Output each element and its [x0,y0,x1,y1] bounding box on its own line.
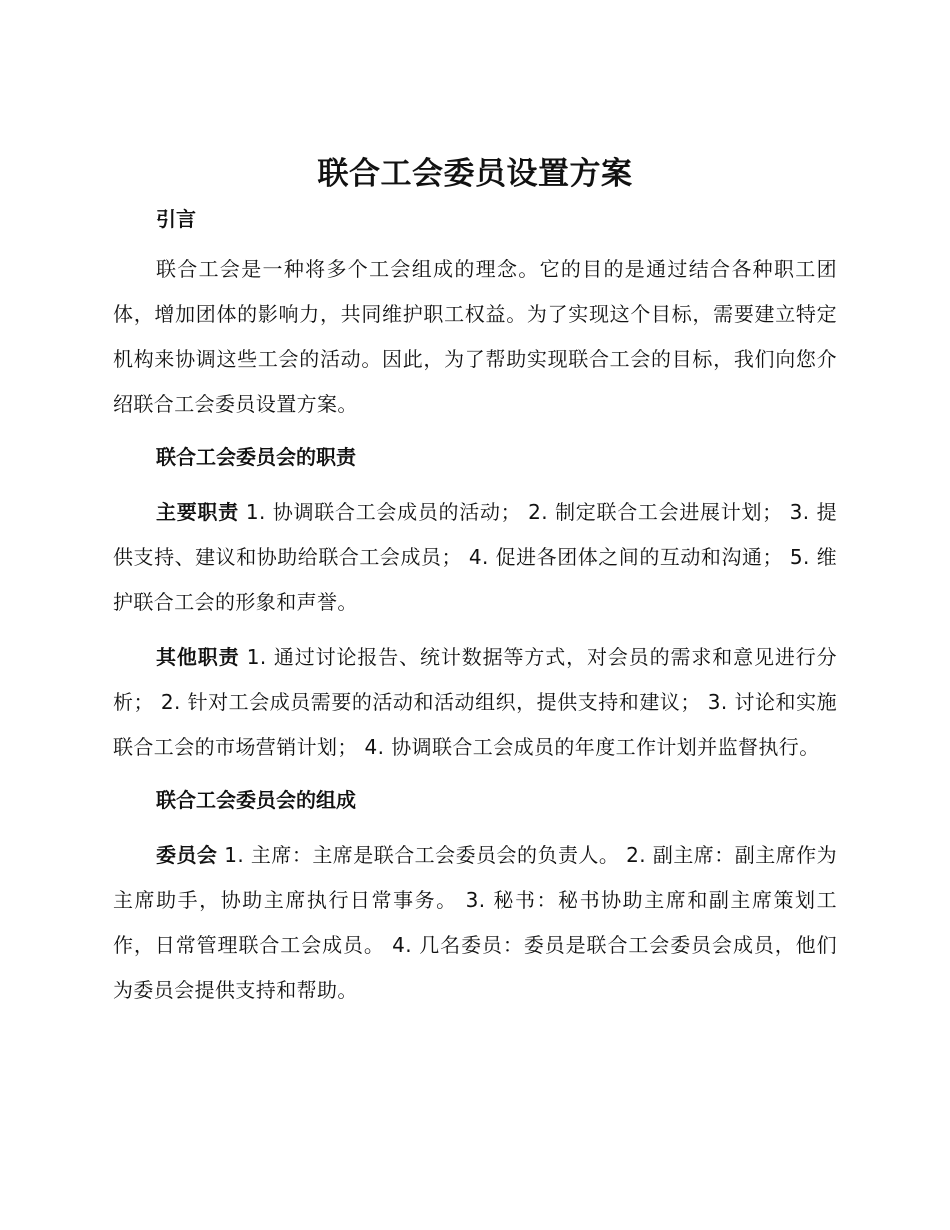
main-duties-lead: 主要职责 [156,500,239,524]
committee-lead: 委员会 [156,843,218,867]
other-duties-lead: 其他职责 [156,645,240,669]
section-heading-duties: 联合工会委员会的职责 [156,445,356,469]
committee-paragraph [113,833,837,1013]
committee-body: 1. 主席：主席是联合工会委员会的负责人。 2. 副主席：副主席作为主席助手，协助主席执行日常事务。 3. 秘书：秘书协助主席和副主席策划工作，日常管理联合工会成员。 4. 几名委员：委员是联合工会委员会成员，他们为委员会提供支持和帮助。 [113,843,838,1002]
main-duties-paragraph [113,490,837,625]
other-duties-body: 1. 通过讨论报告、统计数据等方式，对会员的需求和意见进行分析； 2. 针对工会成员需要的活动和活动组织，提供支持和建议； 3. 讨论和实施联合工会的市场营销计划； 4. 协调联合工会成员的年度工作计划并监督执行。 [113,645,837,759]
document-title: 联合工会委员设置方案 [317,156,633,192]
section-heading-composition: 联合工会委员会的组成 [156,788,356,812]
intro-paragraph: 联合工会是一种将多个工会组成的理念。它的目的是通过结合各种职工团体，增加团体的影响力，共同维护职工权益。为了实现这个目标，需要建立特定机构来协调这些工会的活动。因此，为了帮助实现联合工会的目标，我们向您介绍联合工会委员设置方案。 [113,257,837,416]
section-heading-intro: 引言 [156,207,196,231]
document-page [113,148,837,1013]
main-duties-body: 1. 协调联合工会成员的活动； 2. 制定联合工会进展计划； 3. 提供支持、建议和协助给联合工会成员； 4. 促进各团体之间的互动和沟通； 5. 维护联合工会的形象和声誉。 [113,500,837,614]
other-duties-paragraph [113,635,837,770]
